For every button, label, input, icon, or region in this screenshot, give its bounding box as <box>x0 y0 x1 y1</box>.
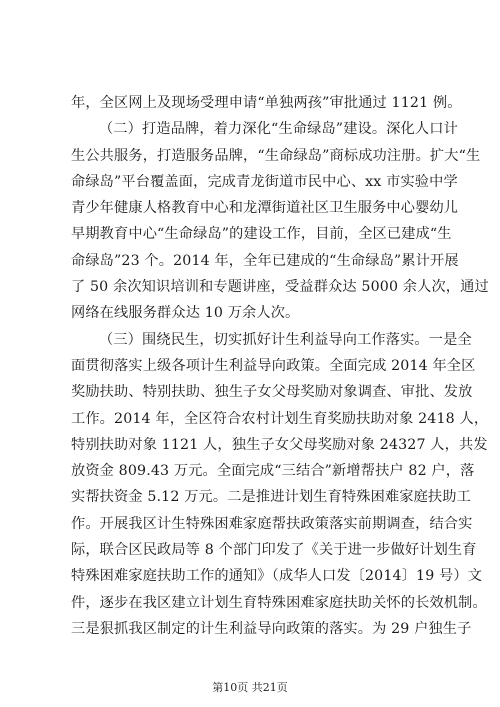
text-line: 了 50 余次知识培训和专题讲座，受益群众达 5000 余人次，通过 <box>71 279 489 296</box>
text-line: 奖励扶助、特别扶助、独生子女父母奖励对象调查、审批、发放 <box>71 384 473 401</box>
text-line: 命绿岛”23 个。2014 年，全年已建成的“生命绿岛”累计开展 <box>71 252 459 269</box>
text-line: 命绿岛”平台覆盖面，完成青龙街道市民中心、xx 市实验中学 <box>71 173 458 190</box>
text-line: （二）打造品牌，着力深化“生命绿岛”建设。深化人口计 <box>99 121 458 138</box>
text-line: 作。开展我区计生特殊困难家庭帮扶政策落实前期调查，结合实 <box>71 515 473 532</box>
text-line: 生公共服务，打造服务品牌，“生命绿岛”商标成功注册。扩大“生 <box>71 147 481 164</box>
text-line: 三是狠抓我区制定的计生利益导向政策的落实。为 29 户独生子 <box>71 620 472 637</box>
text-line: 网络在线服务群众达 10 万余人次。 <box>71 305 300 322</box>
text-line: 件，逐步在我区建立计划生育特殊困难家庭扶助关怀的长效机制。 <box>71 594 487 611</box>
text-line: 年，全区网上及现场受理申请“单独两孩”审批通过 1121 例。 <box>71 95 462 111</box>
text-line: 面贯彻落实上级各项计生利益导向政策。全面完成 2014 年全区 <box>71 357 476 374</box>
text-line: 青少年健康人格教育中心和龙潭街道社区卫生服务中心婴幼儿 <box>71 200 459 217</box>
text-line: 际，联合区民政局等 8 个部门印发了《关于进一步做好计划生育 <box>71 542 477 559</box>
text-line: 特别扶助对象 1121 人，独生子女父母奖励对象 24327 人，共发 <box>71 436 488 453</box>
page-number: 第10页 共21页 <box>212 681 288 694</box>
text-line: （三）围绕民生，切实抓好计生利益导向工作落实。一是全 <box>99 331 472 348</box>
text-line: 工作。2014 年，全区符合农村计划生育奖励扶助对象 2418 人， <box>71 410 489 427</box>
text-line: 早期教育中心“生命绿岛”的建设工作，目前，全区已建成“生 <box>71 226 452 243</box>
text-line: 特殊困难家庭扶助工作的通知》（成华人口发〔2014〕19 号）文 <box>71 568 483 585</box>
text-line: 放资金 809.43 万元。全面完成“三结合”新增帮扶户 82 户，落 <box>71 463 475 480</box>
body-text <box>71 90 489 642</box>
text-line: 实帮扶资金 5.12 万元。二是推进计划生育特殊困难家庭扶助工 <box>71 489 471 506</box>
